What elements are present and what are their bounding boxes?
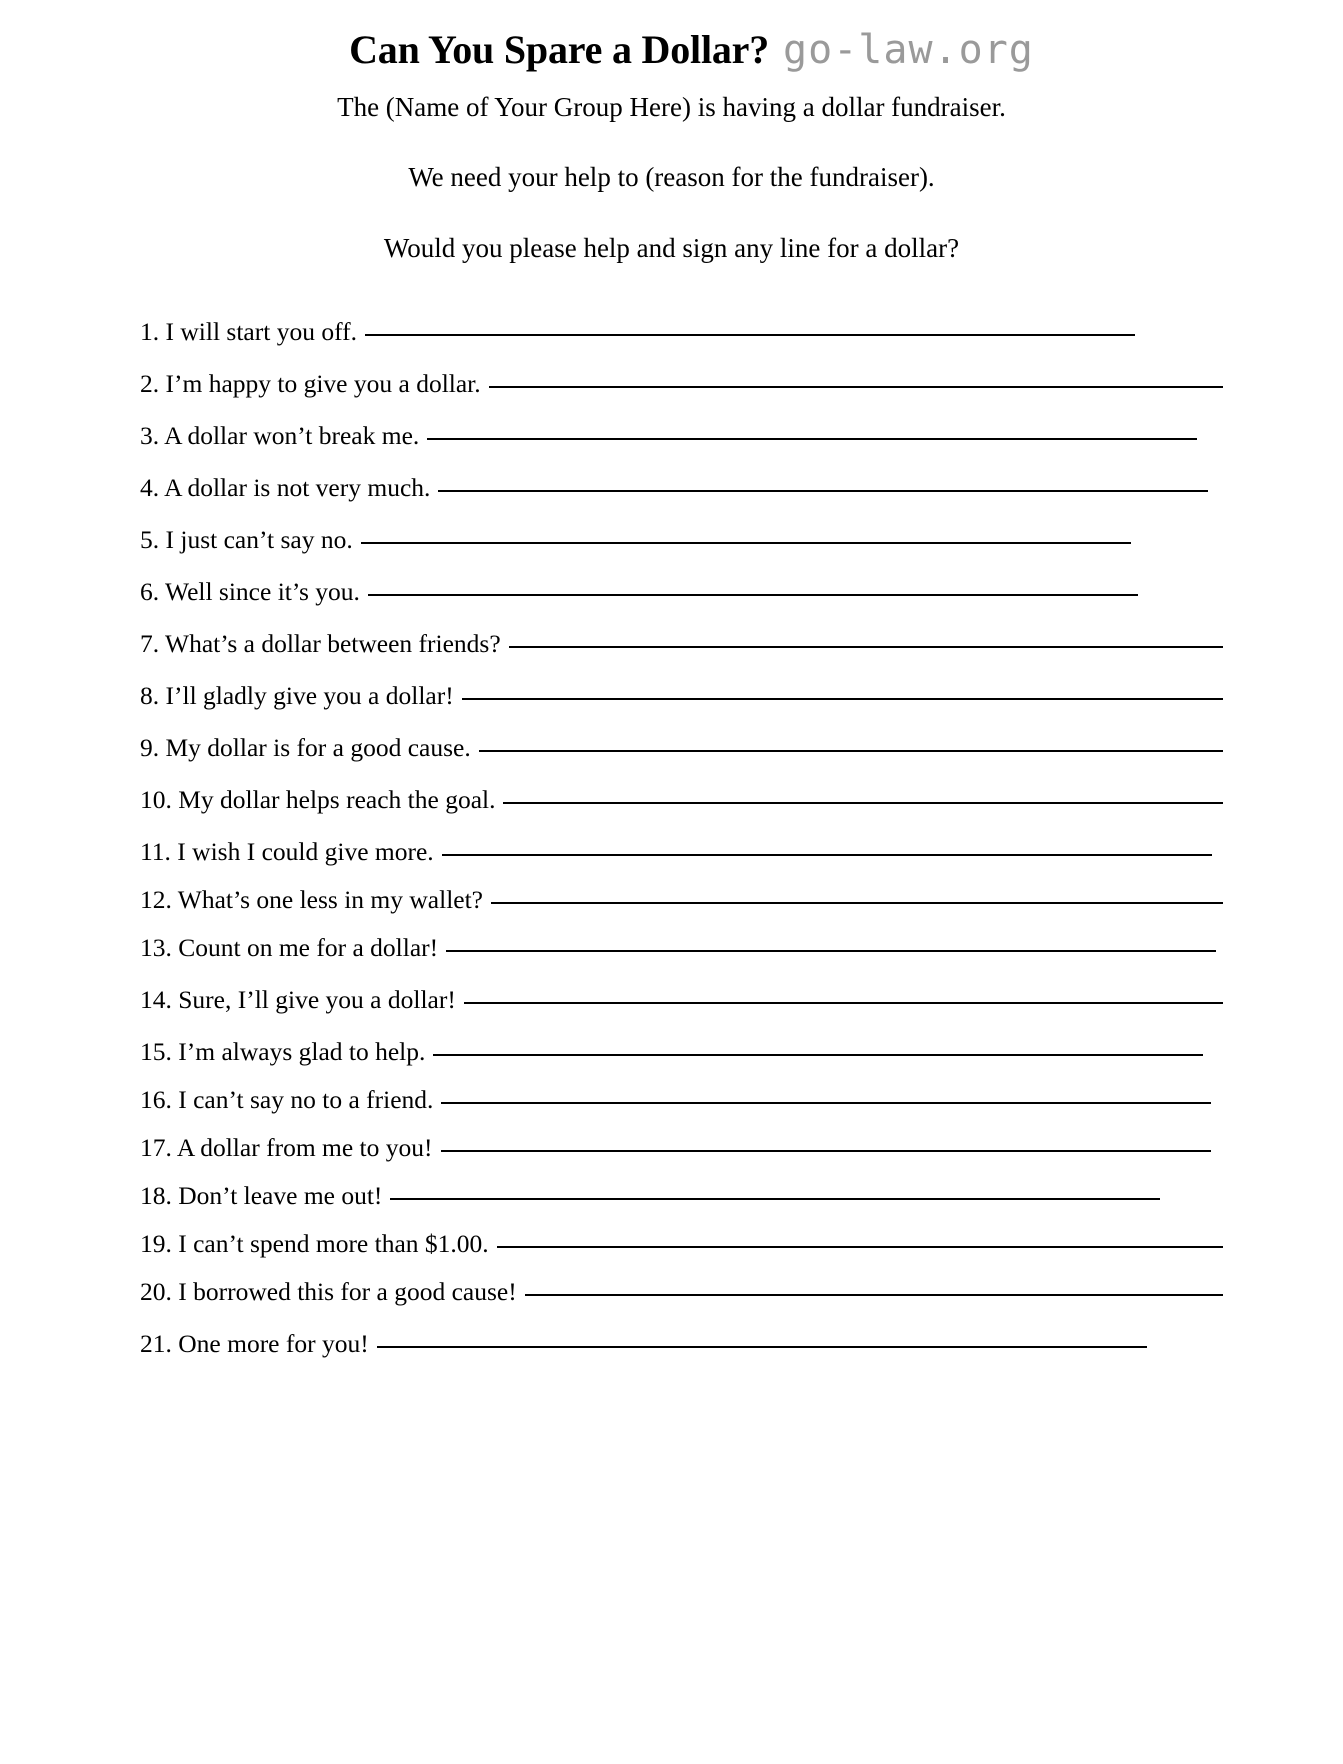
list-item-label: 18. Don’t leave me out! [140,1181,383,1211]
page-title: Can You Spare a Dollar? [349,27,770,72]
signature-line[interactable] [390,1176,1160,1204]
list-item [140,676,1223,728]
signature-line[interactable] [509,624,1223,652]
list-item [140,572,1223,624]
list-item [140,1128,1223,1176]
list-item [140,416,1223,468]
list-item-label: 14. Sure, I’ll give you a dollar! [140,985,456,1015]
signature-line[interactable] [503,780,1223,808]
signature-list [0,312,1343,1376]
list-item-label: 17. A dollar from me to you! [140,1133,433,1163]
list-item-label: 11. I wish I could give more. [140,837,434,867]
list-item-label: 21. One more for you! [140,1329,369,1359]
list-item [140,1080,1223,1128]
list-item-label: 13. Count on me for a dollar! [140,933,439,963]
list-item-label: 16. I can’t say no to a friend. [140,1085,434,1115]
list-item [140,1272,1223,1324]
intro-block [0,91,1343,264]
signature-line[interactable] [438,468,1208,496]
signature-line[interactable] [433,1032,1203,1060]
list-item [140,780,1223,832]
list-item-label: 20. I borrowed this for a good cause! [140,1277,517,1307]
signature-line[interactable] [497,1224,1223,1252]
signature-line[interactable] [464,980,1223,1008]
list-item-label: 19. I can’t spend more than $1.00. [140,1229,489,1259]
list-item-label: 5. I just can’t say no. [140,525,353,555]
title-row [0,26,1343,73]
list-item [140,1224,1223,1272]
intro-line-2: We need your help to (reason for the fundraiser). [408,162,935,193]
list-item [140,624,1223,676]
signature-line[interactable] [441,1128,1211,1156]
list-item-label: 12. What’s one less in my wallet? [140,885,484,915]
list-item-label: 1. I will start you off. [140,317,357,347]
list-item-label: 7. What’s a dollar between friends? [140,629,501,659]
list-item-label: 9. My dollar is for a good cause. [140,733,471,763]
signature-line[interactable] [427,416,1197,444]
signature-line[interactable] [525,1272,1223,1300]
signature-line[interactable] [377,1324,1147,1352]
intro-line-1: The (Name of Your Group Here) is having a dollar fundraiser. [337,92,1006,122]
list-item [140,980,1223,1032]
signature-line[interactable] [446,928,1216,956]
signature-line[interactable] [462,676,1223,704]
list-item-label: 2. I’m happy to give you a dollar. [140,369,481,399]
list-item [140,832,1223,880]
list-item-label: 4. A dollar is not very much. [140,473,431,503]
list-item-label: 6. Well since it’s you. [140,577,360,607]
list-item [140,1176,1223,1224]
list-item [140,364,1223,416]
signature-line[interactable] [491,880,1223,908]
signature-line[interactable] [489,364,1223,392]
list-item [140,728,1223,780]
signature-line[interactable] [442,832,1212,860]
list-item [140,520,1223,572]
signature-line[interactable] [479,728,1223,756]
document-page [0,26,1343,1764]
site-watermark: go-law.org [783,27,1034,73]
signature-line[interactable] [368,572,1138,600]
list-item [140,880,1223,928]
list-item [140,928,1223,980]
list-item [140,1324,1223,1376]
signature-line[interactable] [361,520,1131,548]
signature-line[interactable] [365,312,1135,340]
list-item [140,468,1223,520]
list-item [140,1032,1223,1080]
list-item-label: 8. I’ll gladly give you a dollar! [140,681,454,711]
list-item-label: 15. I’m always glad to help. [140,1037,426,1067]
signature-line[interactable] [441,1080,1211,1108]
list-item [140,312,1223,364]
list-item-label: 10. My dollar helps reach the goal. [140,785,496,815]
intro-line-3: Would you please help and sign any line for a dollar? [383,232,960,263]
list-item-label: 3. A dollar won’t break me. [140,421,420,451]
